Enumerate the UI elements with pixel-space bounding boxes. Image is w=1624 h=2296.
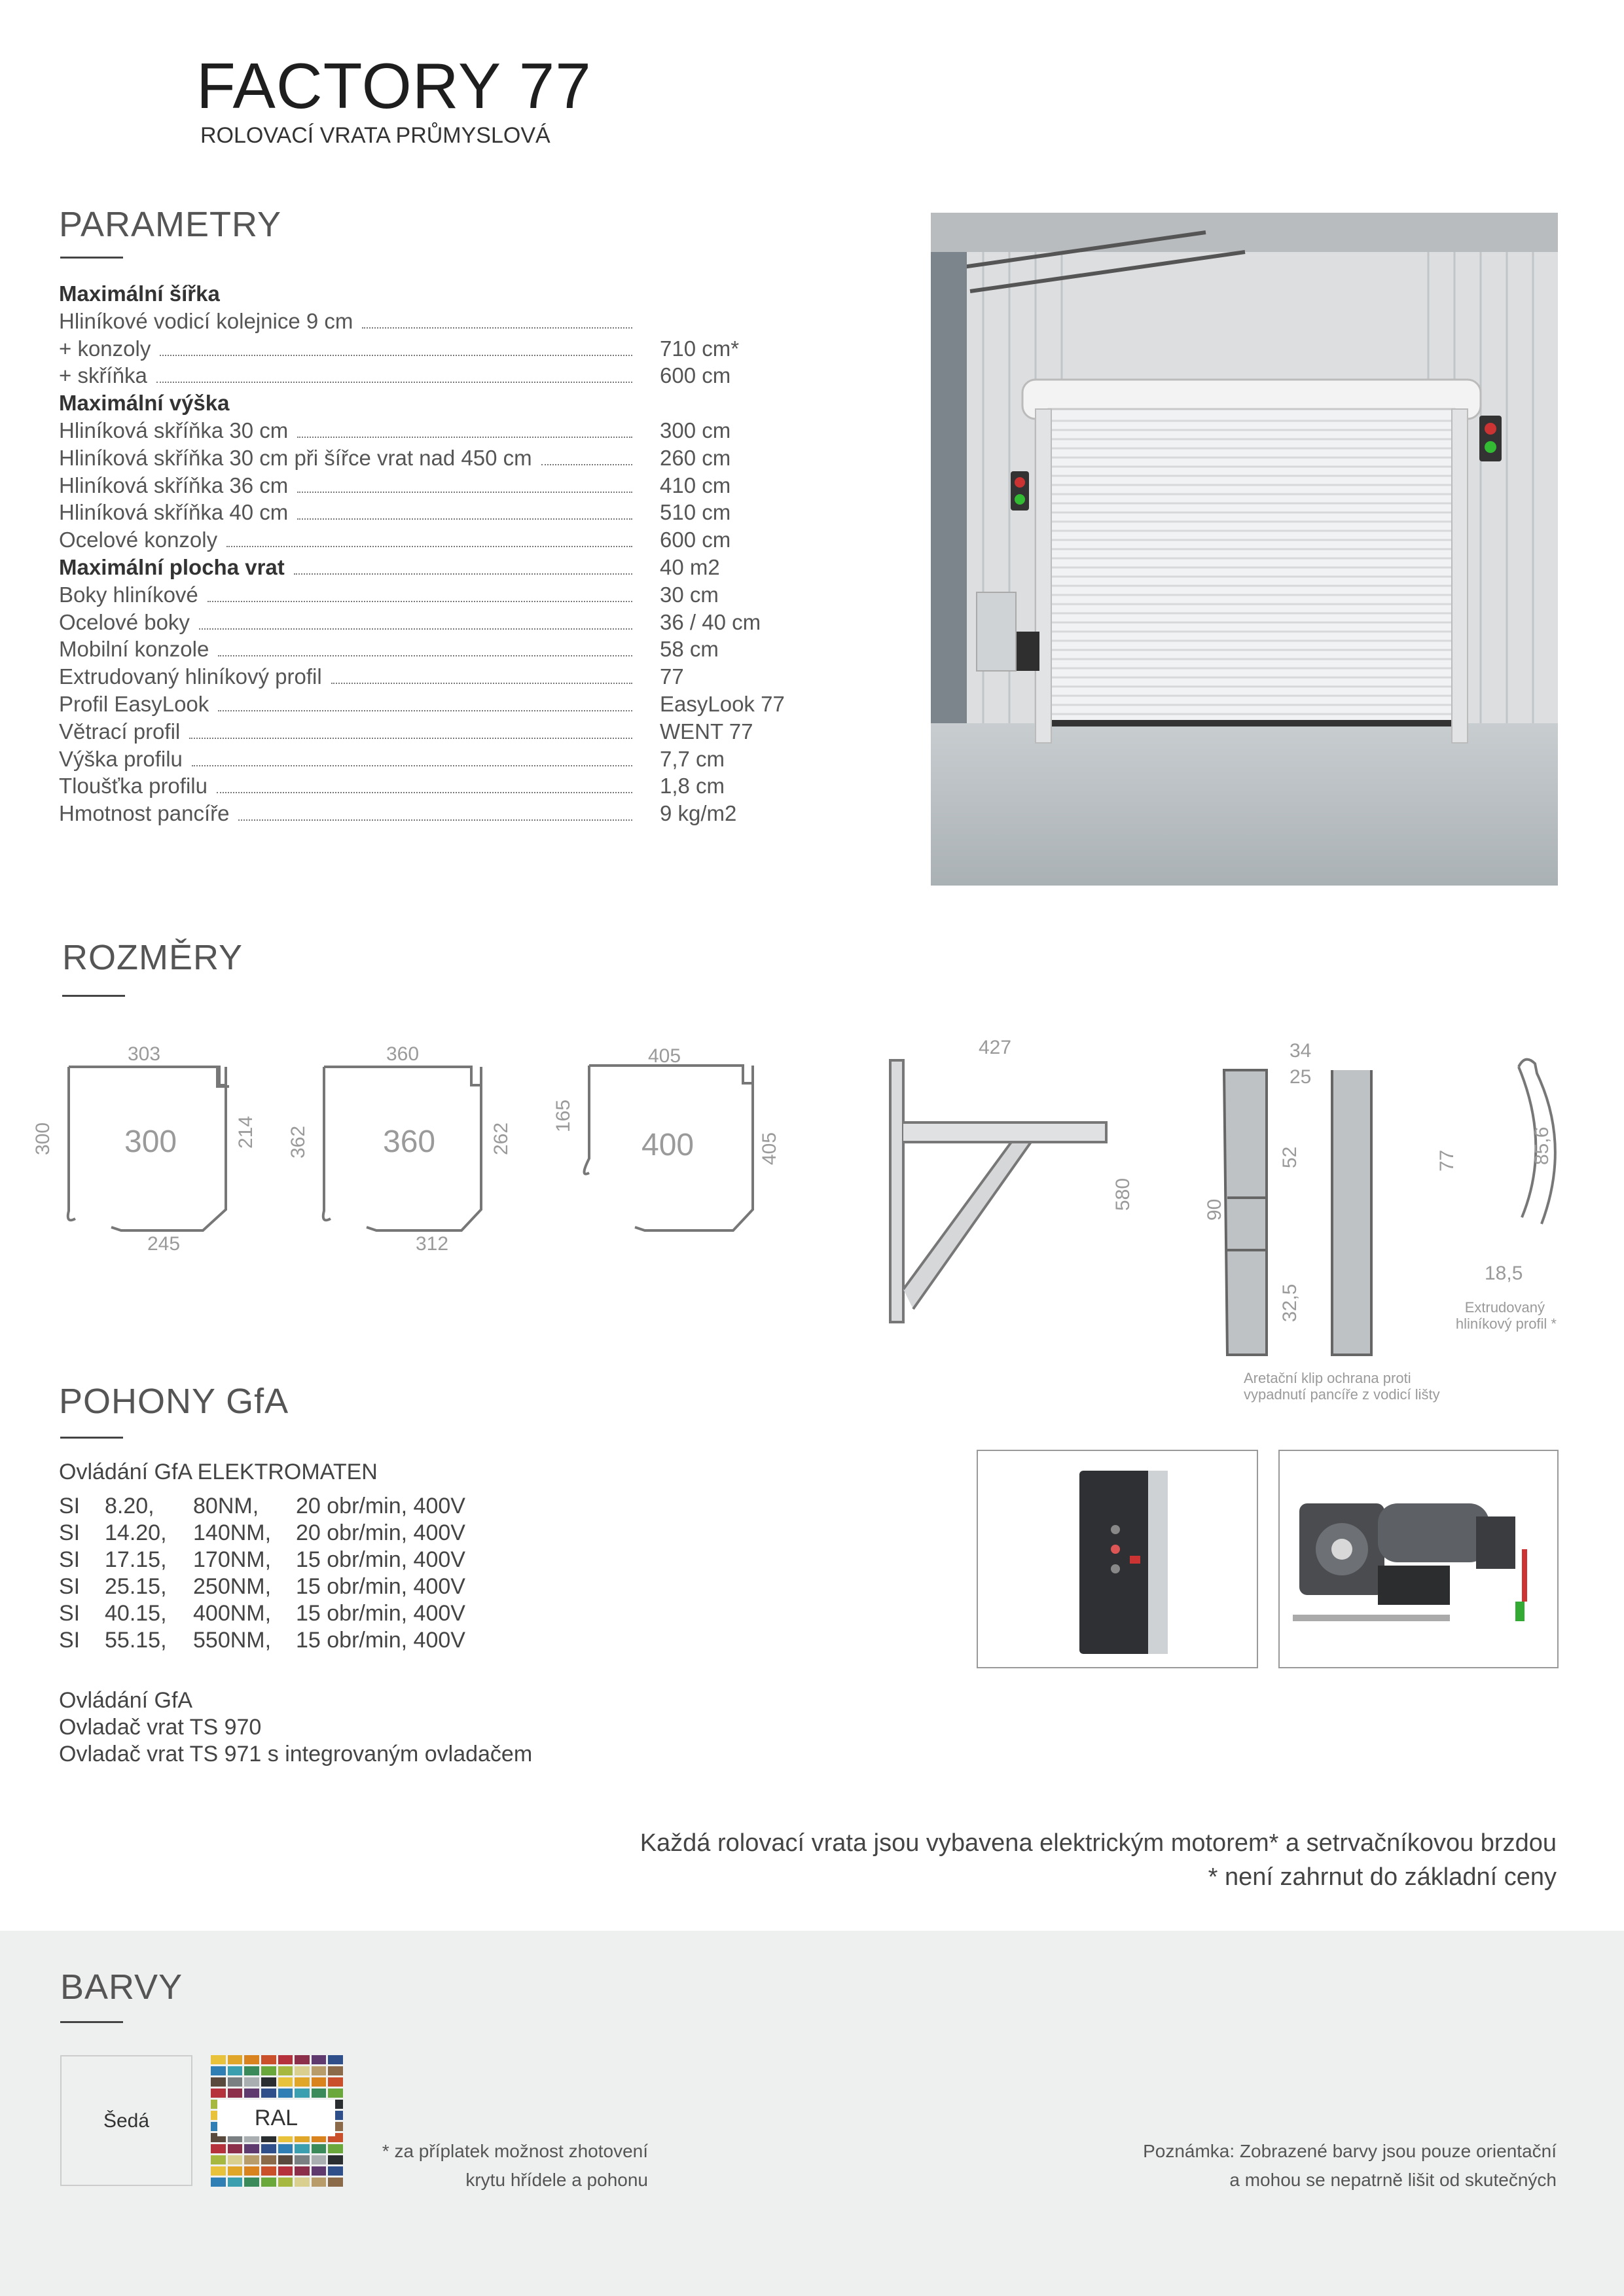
ral-swatch <box>261 2077 276 2087</box>
drive-speed: 15 obr/min, 400V <box>296 1628 465 1653</box>
ral-swatch <box>211 2066 226 2075</box>
parameter-row <box>59 801 792 829</box>
rail-upper: 52 <box>1279 1146 1301 1168</box>
parameters-heading: PARAMETRY <box>59 205 282 244</box>
ral-swatch <box>211 2166 226 2176</box>
drive-model: 14.20, <box>105 1520 167 1545</box>
ral-swatch <box>312 2155 327 2164</box>
dimension-drawings <box>0 1001 1624 1407</box>
colors-footnote-line: * za příplatek možnost zhotovení <box>382 2141 648 2161</box>
ral-swatch <box>211 2055 226 2064</box>
parameter-label: Maximální plocha vrat <box>59 554 285 579</box>
swatch-ral <box>211 2055 343 2186</box>
motor-image <box>1278 1450 1559 1668</box>
parameter-row <box>59 309 792 336</box>
ral-swatch <box>312 2166 327 2176</box>
drive-model: 17.15, <box>105 1547 167 1572</box>
ral-swatch <box>211 2178 226 2187</box>
parameter-value: 600 cm <box>660 363 731 388</box>
dimensions-divider <box>62 995 125 997</box>
ral-swatch <box>278 2066 293 2075</box>
parameter-row <box>59 583 792 610</box>
parameter-value: 260 cm <box>660 445 731 470</box>
parameter-leader-dots <box>331 683 632 684</box>
parameters-divider <box>60 257 123 259</box>
drive-type: SI <box>59 1520 81 1545</box>
drive-row <box>59 1547 517 1574</box>
parameter-row <box>59 664 792 692</box>
ral-swatch <box>312 2178 327 2187</box>
ral-swatch <box>244 2155 259 2164</box>
box-400-height: 165 <box>552 1099 574 1132</box>
colors-footnote-line: krytu hřídele a pohonu <box>465 2170 648 2190</box>
controller-illustration <box>978 1451 1257 1667</box>
ral-swatch <box>261 2178 276 2187</box>
motor-note-footnote: * není zahrnut do základní ceny <box>1208 1863 1557 1891</box>
ral-swatch <box>278 2144 293 2153</box>
parameter-value: 77 <box>660 664 684 689</box>
colors-remark <box>1034 2137 1557 2195</box>
rail-caption-2: vypadnutí pancíře z vodicí lišty <box>1244 1386 1440 1403</box>
parameter-value: 1,8 cm <box>660 774 725 798</box>
box-360-label: 360 <box>383 1124 436 1159</box>
drive-row <box>59 1628 517 1655</box>
parameter-leader-dots <box>217 792 632 793</box>
box-360-bottom: 312 <box>416 1233 449 1255</box>
drive-row <box>59 1601 517 1628</box>
drive-torque: 400NM, <box>193 1601 272 1626</box>
drive-torque: 170NM, <box>193 1547 272 1572</box>
parameter-leader-dots <box>192 765 632 766</box>
parameter-label: Mobilní konzole <box>59 637 209 662</box>
parameter-leader-dots <box>199 628 632 630</box>
ral-swatch <box>211 2155 226 2164</box>
drive-type: SI <box>59 1628 81 1653</box>
parameter-row <box>59 418 792 446</box>
ral-swatch <box>244 2077 259 2087</box>
parameter-label: Hliníková skříňka 30 cm při šířce vrat nad 450 cm <box>59 445 532 470</box>
ral-swatch <box>312 2077 327 2087</box>
bracket-width: 427 <box>979 1037 1012 1058</box>
ral-swatch <box>295 2155 310 2164</box>
drive-torque: 250NM, <box>193 1574 272 1599</box>
ral-swatch <box>228 2166 243 2176</box>
ral-swatch <box>261 2055 276 2064</box>
drive-row <box>59 1494 517 1520</box>
controller-image <box>977 1450 1258 1668</box>
drive-type: SI <box>59 1494 81 1518</box>
parameter-row <box>59 281 792 309</box>
bracket-outline <box>890 1060 903 1322</box>
ral-swatch <box>211 2077 226 2087</box>
box-400-width: 405 <box>648 1045 681 1067</box>
ral-swatch <box>312 2066 327 2075</box>
page-title: FACTORY 77 <box>196 50 592 122</box>
rail-caption-1: Aretační klip ochrana proti <box>1244 1370 1411 1386</box>
parameter-leader-dots <box>218 710 632 711</box>
ral-swatch <box>261 2166 276 2176</box>
ral-swatch <box>244 2089 259 2098</box>
motor-note: Každá rolovací vrata jsou vybavena elektrickým motorem* a setrvačníkovou brzdou <box>640 1829 1557 1857</box>
parameter-value: 300 cm <box>660 418 731 442</box>
drive-speed: 20 obr/min, 400V <box>296 1494 465 1518</box>
parameter-label: Maximální výška <box>59 391 230 416</box>
rail-height: 90 <box>1204 1198 1225 1221</box>
parameter-row <box>59 500 792 528</box>
ral-swatch <box>278 2166 293 2176</box>
swatch-ral-label: RAL <box>217 2100 335 2136</box>
parameter-label: Ocelové konzoly <box>59 528 218 552</box>
parameter-leader-dots <box>156 382 632 383</box>
controller-item: Ovladač vrat TS 970 <box>59 1715 262 1740</box>
parameter-value: 510 cm <box>660 500 731 525</box>
ral-swatch <box>261 2155 276 2164</box>
drive-speed: 20 obr/min, 400V <box>296 1520 465 1545</box>
parameters-table <box>59 281 792 829</box>
ral-swatch <box>261 2089 276 2098</box>
parameter-value: 40 m2 <box>660 554 720 579</box>
colors-remark-line: Poznámka: Zobrazené barvy jsou pouze orientační <box>1143 2141 1557 2161</box>
ral-swatch <box>261 2144 276 2153</box>
ral-swatch <box>228 2155 243 2164</box>
box-400-side: 405 <box>759 1132 780 1165</box>
ral-swatch <box>328 2178 343 2187</box>
box-360-height: 362 <box>287 1125 309 1158</box>
colors-remark-line: a mohou se nepatrně lišit od skutečných <box>1229 2170 1557 2190</box>
parameter-row <box>59 336 792 364</box>
parameter-row <box>59 610 792 637</box>
drives-heading: POHONY GfA <box>59 1382 289 1421</box>
rail-lower: 32,5 <box>1279 1283 1301 1322</box>
box-300-width: 303 <box>128 1043 161 1065</box>
drive-row <box>59 1574 517 1601</box>
profile-height: 77 <box>1436 1149 1458 1172</box>
drive-model: 40.15, <box>105 1601 167 1626</box>
parameter-label: Hliníková skříňka 36 cm <box>59 473 289 497</box>
parameter-label: Hliníková skříňka 30 cm <box>59 418 289 442</box>
ral-swatch <box>244 2144 259 2153</box>
profile-caption-2: hliníkový profil * <box>1455 1316 1557 1332</box>
drive-torque: 550NM, <box>193 1628 272 1653</box>
parameter-leader-dots <box>226 546 632 547</box>
ral-swatch <box>244 2178 259 2187</box>
ral-swatch <box>244 2066 259 2075</box>
parameter-row <box>59 747 792 774</box>
box-400-label: 400 <box>641 1128 695 1162</box>
drive-type: SI <box>59 1547 81 1572</box>
drive-speed: 15 obr/min, 400V <box>296 1601 465 1626</box>
bracket-height: 580 <box>1112 1177 1134 1211</box>
parameter-label: + konzoly <box>59 336 151 361</box>
parameter-row <box>59 363 792 391</box>
ral-swatch <box>278 2155 293 2164</box>
parameter-label: Ocelové boky <box>59 609 190 634</box>
parameter-leader-dots <box>160 355 632 356</box>
ral-swatch <box>295 2055 310 2064</box>
parameter-leader-dots <box>297 518 632 520</box>
roller-door-illustration <box>931 213 1558 886</box>
parameter-value: 710 cm* <box>660 336 740 361</box>
ral-swatch <box>312 2144 327 2153</box>
parameter-label: Extrudovaný hliníkový profil <box>59 664 322 689</box>
parameter-row <box>59 637 792 664</box>
parameter-label: Boky hliníkové <box>59 582 198 607</box>
drive-model: 25.15, <box>105 1574 167 1599</box>
parameter-value: EasyLook 77 <box>660 691 785 716</box>
parameter-label: Profil EasyLook <box>59 691 209 716</box>
drive-type: SI <box>59 1601 81 1626</box>
parameter-leader-dots <box>294 573 632 575</box>
swatch-grey <box>60 2055 192 2186</box>
drive-model: 8.20, <box>105 1494 154 1518</box>
rail-inner: 25 <box>1290 1066 1312 1088</box>
ral-swatch <box>228 2055 243 2064</box>
motor-illustration <box>1280 1451 1557 1667</box>
parameter-leader-dots <box>297 437 632 438</box>
rail-outer: 34 <box>1290 1040 1312 1062</box>
ral-swatch <box>312 2055 327 2064</box>
ral-swatch <box>295 2089 310 2098</box>
drives-control-title: Ovládání GfA ELEKTROMATEN <box>59 1460 378 1484</box>
ral-swatch <box>328 2077 343 2087</box>
controllers-list <box>59 1687 532 1768</box>
profile-thickness: 18,5 <box>1485 1263 1523 1284</box>
box-360-side: 262 <box>490 1122 512 1155</box>
ral-swatch <box>328 2089 343 2098</box>
ral-swatch <box>295 2178 310 2187</box>
parameter-value: WENT 77 <box>660 719 753 744</box>
drive-torque: 80NM, <box>193 1494 259 1518</box>
parameter-label: Výška profilu <box>59 746 183 771</box>
ral-swatch <box>228 2144 243 2153</box>
parameter-leader-dots <box>297 492 632 493</box>
parameter-row <box>59 774 792 801</box>
parameter-leader-dots <box>218 655 632 656</box>
ral-swatch <box>295 2066 310 2075</box>
parameter-value: 7,7 cm <box>660 746 725 771</box>
swatch-grey-label: Šedá <box>103 2110 150 2132</box>
ral-swatch <box>328 2055 343 2064</box>
box-360-width: 360 <box>386 1043 420 1065</box>
ral-swatch <box>328 2144 343 2153</box>
ral-swatch <box>278 2055 293 2064</box>
profile-caption-1: Extrudovaný <box>1464 1299 1545 1316</box>
ral-swatch <box>261 2066 276 2075</box>
parameter-row <box>59 391 792 418</box>
parameter-row <box>59 555 792 583</box>
colors-footnote <box>353 2137 648 2195</box>
ral-swatch <box>228 2089 243 2098</box>
parameter-leader-dots <box>189 738 632 739</box>
page-subtitle: ROLOVACÍ VRATA PRŮMYSLOVÁ <box>200 123 550 148</box>
ral-swatch <box>278 2178 293 2187</box>
parameter-value: 600 cm <box>660 528 731 552</box>
ral-swatch <box>328 2066 343 2075</box>
ral-swatch <box>244 2166 259 2176</box>
ral-swatch <box>328 2166 343 2176</box>
profile-outer: 85,6 <box>1531 1126 1553 1165</box>
box-300-side: 214 <box>235 1115 257 1149</box>
ral-swatch <box>228 2077 243 2087</box>
parameter-label: Hliníkové vodicí kolejnice 9 cm <box>59 308 353 333</box>
ral-swatch <box>211 2089 226 2098</box>
ral-swatch <box>295 2144 310 2153</box>
parameter-row <box>59 446 792 473</box>
parameter-leader-dots <box>541 464 632 465</box>
parameter-row <box>59 473 792 501</box>
parameter-label: + skříňka <box>59 363 147 388</box>
parameter-leader-dots <box>362 327 632 329</box>
parameter-label: Hmotnost pancíře <box>59 801 230 826</box>
parameter-label: Větrací profil <box>59 719 181 744</box>
parameter-value: 30 cm <box>660 582 719 607</box>
box-300-height: 300 <box>32 1122 54 1155</box>
ral-swatch <box>228 2066 243 2075</box>
drive-speed: 15 obr/min, 400V <box>296 1574 465 1599</box>
ral-swatch <box>278 2077 293 2087</box>
controller-item: Ovladač vrat TS 971 s integrovaným ovladačem <box>59 1742 533 1767</box>
drive-row <box>59 1520 517 1547</box>
drive-model: 55.15, <box>105 1628 167 1653</box>
parameter-label: Maximální šířka <box>59 281 220 306</box>
drive-speed: 15 obr/min, 400V <box>296 1547 465 1572</box>
ral-swatch <box>295 2077 310 2087</box>
parameter-leader-dots <box>238 819 632 821</box>
parameter-row <box>59 528 792 555</box>
ral-swatch <box>244 2055 259 2064</box>
drive-torque: 140NM, <box>193 1520 272 1545</box>
parameter-label: Tloušťka profilu <box>59 774 208 798</box>
roller-door-photo <box>931 213 1558 886</box>
parameter-value: 36 / 40 cm <box>660 609 761 634</box>
ral-swatch <box>211 2144 226 2153</box>
controller-item: Ovládání GfA <box>59 1688 193 1713</box>
ral-swatch <box>295 2166 310 2176</box>
ral-swatch <box>278 2089 293 2098</box>
box-300-bottom: 245 <box>147 1233 181 1255</box>
colors-heading: BARVY <box>60 1967 183 2007</box>
parameter-row <box>59 719 792 747</box>
parameter-value: 9 kg/m2 <box>660 801 737 826</box>
drives-divider <box>60 1437 123 1439</box>
parameter-value: 58 cm <box>660 637 719 662</box>
colors-divider <box>60 2021 123 2023</box>
parameter-row <box>59 692 792 719</box>
box-300-label: 300 <box>124 1124 177 1159</box>
ral-swatch <box>312 2089 327 2098</box>
ral-swatch <box>228 2178 243 2187</box>
parameter-value: 410 cm <box>660 473 731 497</box>
dimensions-heading: ROZMĚRY <box>62 938 244 977</box>
parameter-leader-dots <box>208 601 632 602</box>
parameter-label: Hliníková skříňka 40 cm <box>59 500 289 525</box>
ral-swatch <box>328 2155 343 2164</box>
drive-type: SI <box>59 1574 81 1599</box>
